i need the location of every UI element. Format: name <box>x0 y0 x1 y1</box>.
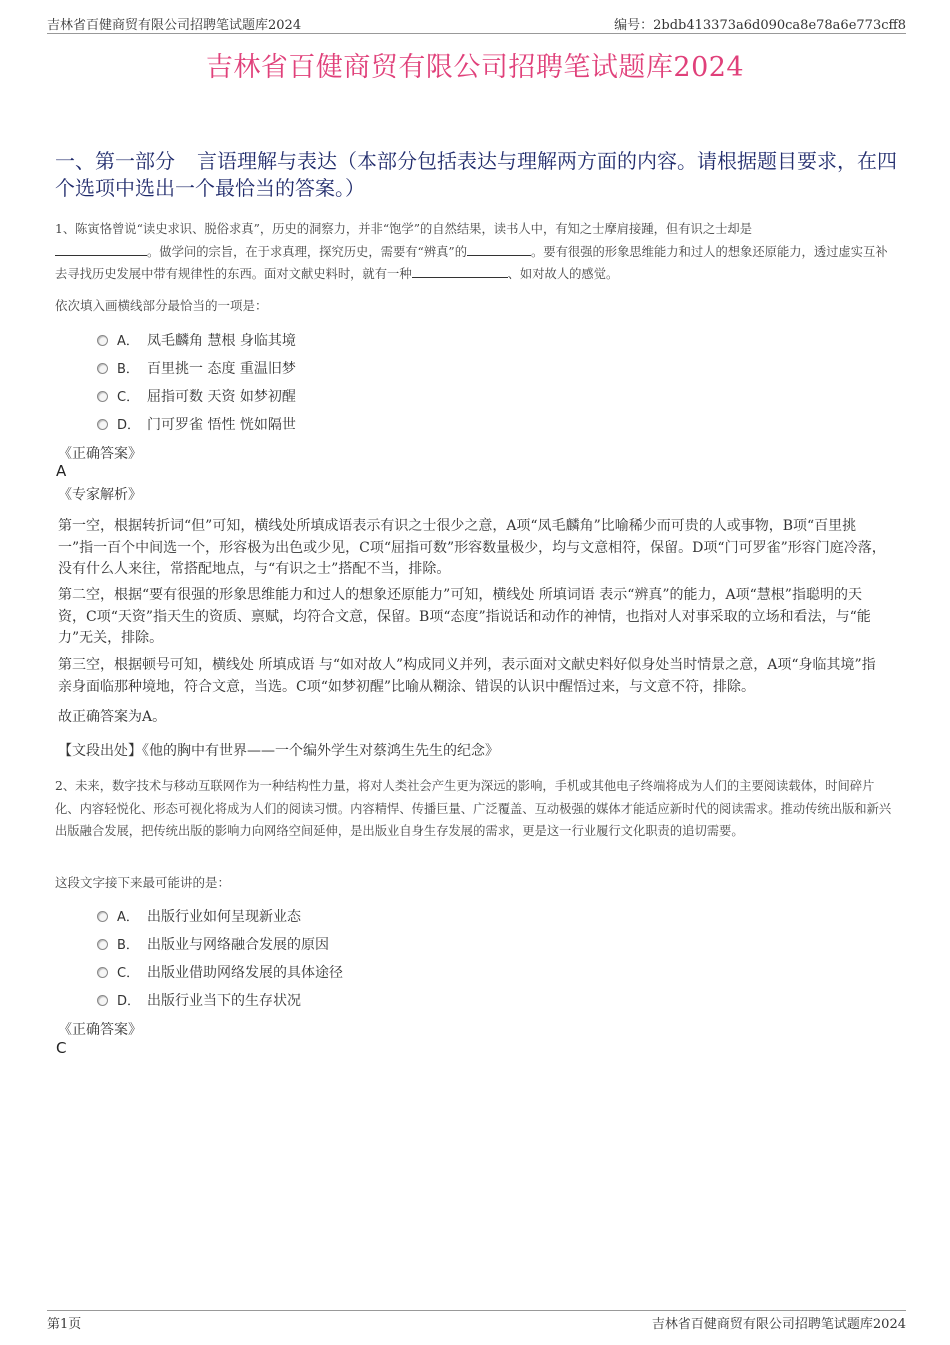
option-letter: A． <box>117 334 139 349</box>
header-doc-title: 吉林省百健商贸有限公司招聘笔试题库2024 <box>47 18 302 33</box>
section-label: 一、第一部分 <box>55 149 175 173</box>
q1-answer: A <box>56 462 67 480</box>
radio-icon[interactable] <box>97 995 108 1006</box>
option-letter: C． <box>117 390 140 405</box>
page-title: 吉林省百健商贸有限公司招聘笔试题库2024 <box>205 52 745 83</box>
q1-analysis-paragraph-3: 第三空，根据顿号可知，横线处 所填成语 与“如对故人”构成同义并列，表示面对文献史料好似身处当时情景之意，A项“身临其境”指亲身面临那种境地，符合文意，当选。C项“如梦初醒”比喻从糊涂、错误的认识中醒悟过来，与文意不符，排除。 <box>58 657 876 695</box>
header-divider <box>47 33 906 34</box>
q1-segment-2: 。做学问的宗旨，在于求真理，探究历史，需要有“辨真”的 <box>147 244 467 259</box>
q1-segment-4: 、如对故人的感觉。 <box>507 267 619 281</box>
q2-answer: C <box>56 1039 67 1057</box>
fill-blank-3 <box>412 265 508 278</box>
option-text: 百里挑一 态度 重温旧梦 <box>147 361 296 377</box>
fill-blank-2 <box>467 243 531 256</box>
q1-source: 【文段出处】《他的胸中有世界——一个编外学生对蔡鸿生先生的纪念》 <box>58 743 499 759</box>
footer-doc-title: 吉林省百健商贸有限公司招聘笔试题库2024 <box>651 1317 906 1332</box>
question-1-prompt: 依次填入画横线部分最恰当的一项是： <box>55 298 268 313</box>
option-letter: B． <box>117 938 139 953</box>
radio-icon[interactable] <box>97 967 108 978</box>
q1-answer-label: 《正确答案》 <box>58 446 142 462</box>
option-letter: C． <box>117 966 140 981</box>
section-text: 言语理解与表达（本部分包括表达与理解两方面的内容。请根据题目要求，在四个选项中选出一个最恰当的答案。） <box>55 149 897 200</box>
q1-analysis-paragraph-2: 第二空，根据“要有很强的形象思维能力和过人的想象还原能力”可知，横线处 所填词语 表示“辨真”的能力，A项“慧根”指聪明的天资，C项“天资”指天生的资质、禀赋，均符合文意，保留。B项“态度”指说话和动作的神情，也指对人对事采取的立场和看法，与“能力”无关，排除。 <box>58 587 871 646</box>
q1-segment-1: 1、陈寅恪曾说“读史求识、脱俗求真”，历史的洞察力，并非“饱学”的自然结果，读书人中，有知之士摩肩接踵，但有识之士却是 <box>55 222 753 236</box>
radio-icon[interactable] <box>97 335 108 346</box>
q1-segment-3: 。要有很强的形象思维能力和过人的想象还原能力，透过虚实互补去寻找历史发展中带有规律性的东西。面对文献史料时，就有一种 <box>55 244 888 281</box>
option-text: 出版行业当下的生存状况 <box>147 993 301 1009</box>
option-text: 出版行业如何呈现新业态 <box>147 909 301 925</box>
option-text: 门可罗雀 悟性 恍如隔世 <box>147 417 296 433</box>
q2-answer-label: 《正确答案》 <box>58 1022 142 1038</box>
fill-blank-1 <box>55 243 147 256</box>
question-2-stem: 2、未来，数字技术与移动互联网作为一种结构性力量，将对人类社会产生更为深远的影响，手机或其他电子终端将成为人们的主要阅读载体，时间碎片化、内容轻悦化、形态可视化将成为人们的阅读习惯。内容精悍、传播巨量、广泛覆盖、互动极强的媒体才能适应新时代的阅读需求。推动传统出版和新兴出版融合发展，把传统出版的影响力向网络空间延伸，是出版业自身生存发展的需求，更是这一行业履行文化职责的追切需要。 <box>55 779 892 838</box>
radio-icon[interactable] <box>97 939 108 950</box>
radio-icon[interactable] <box>97 419 108 430</box>
option-text: 凤毛麟角 慧根 身临其境 <box>147 333 296 349</box>
option-letter: D． <box>117 994 141 1009</box>
question-1-stem <box>55 218 895 286</box>
option-letter: A． <box>117 910 139 925</box>
q1-analysis-label: 《专家解析》 <box>58 487 142 503</box>
question-2-prompt: 这段文字接下来最可能讲的是： <box>55 875 231 890</box>
option-letter: D． <box>117 418 141 433</box>
radio-icon[interactable] <box>97 363 108 374</box>
option-letter: B． <box>117 362 139 377</box>
q1-analysis-paragraph-1: 第一空，根据转折词“但”可知，横线处所填成语表示有识之士很少之意，A项“凤毛麟角”比喻稀少而可贵的人或事物，B项“百里挑一”指一百个中间选一个，形容极为出色或少见，C项“屈指可数”形容数量极少，均与文意相符，保留。D项“门可罗雀”形容门庭冷落，没有什么人来往，常搭配地点，与“有识之士”搭配不当，排除。 <box>58 518 886 577</box>
option-text: 屈指可数 天资 如梦初醒 <box>147 389 296 405</box>
q1-analysis-conclusion: 故正确答案为A。 <box>58 709 167 725</box>
section-heading <box>55 148 905 202</box>
footer-page-number: 第1页 <box>47 1317 82 1332</box>
radio-icon[interactable] <box>97 391 108 402</box>
radio-icon[interactable] <box>97 911 108 922</box>
footer-divider <box>47 1310 906 1311</box>
option-text: 出版业借助网络发展的具体途径 <box>147 965 343 981</box>
header-doc-id: 编号：2bdb413373a6d090ca8e78a6e773cff8 <box>614 18 906 33</box>
option-text: 出版业与网络融合发展的原因 <box>147 937 329 953</box>
